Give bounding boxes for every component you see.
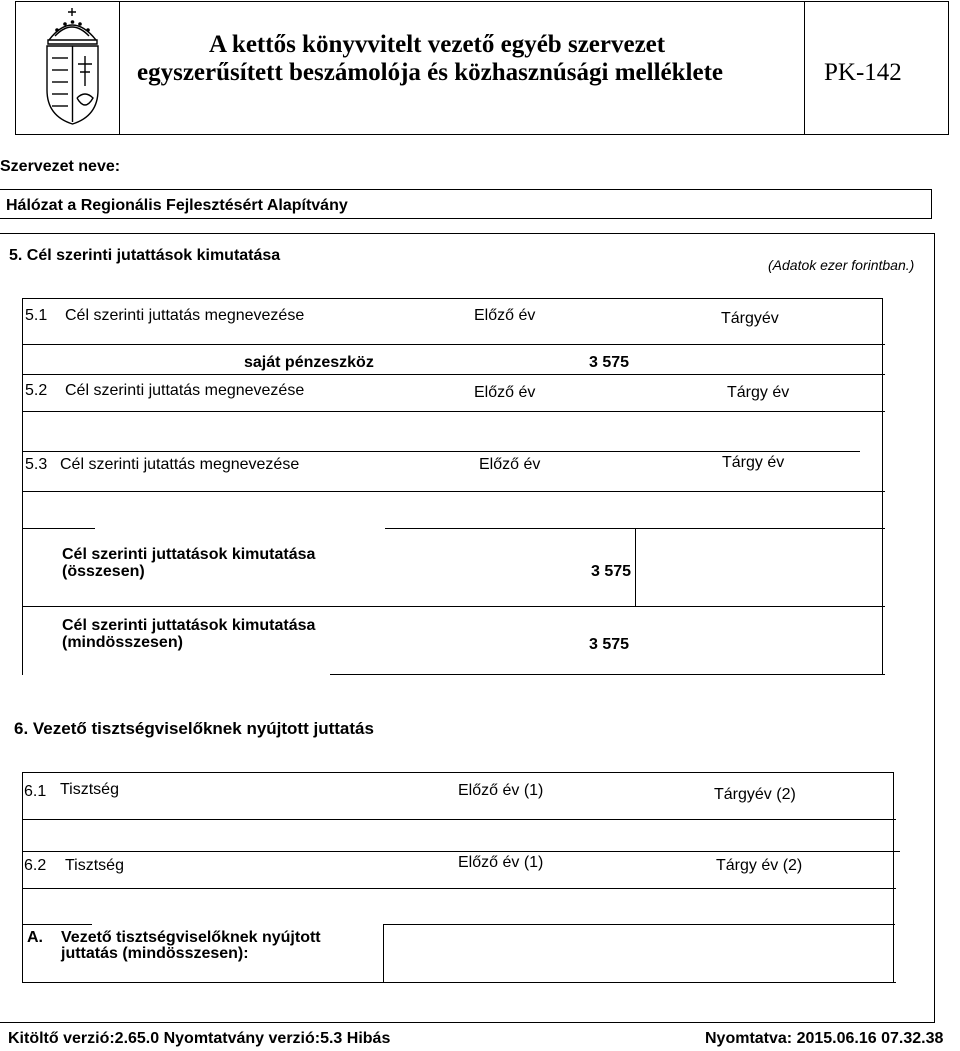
- row-num-6-2: 6.2: [24, 857, 47, 874]
- total-prev-value: 3 575: [591, 563, 632, 580]
- section6-total-letter: A.: [27, 929, 43, 946]
- section6-total-label-line1: Vezető tisztségviselőknek nyújtott: [61, 929, 321, 946]
- organization-name: Hálózat a Regionális Fejlesztésért Alapítvány: [6, 197, 348, 214]
- coat-of-arms-icon: [35, 6, 110, 130]
- unit-note: (Adatok ezer forintban.): [768, 257, 915, 273]
- organization-label: Szervezet neve:: [0, 158, 121, 175]
- curr-year-header-5-2: Tárgy év: [727, 384, 790, 401]
- prev-year-header-6-2: Előző év (1): [458, 854, 544, 871]
- curr-year-header-5-3: Tárgy év: [722, 454, 785, 471]
- grand-total-label-line2: (mindösszesen): [62, 634, 183, 651]
- purpose-name-header-5-2: Cél szerinti juttatás megnevezése: [65, 382, 305, 399]
- row-num-5-2: 5.2: [25, 382, 48, 399]
- curr-year-header-6-1: Tárgyév (2): [714, 786, 796, 803]
- footer-print-date: Nyomtatva: 2015.06.16 07.32.38: [705, 1030, 944, 1047]
- position-header-6-1: Tisztség: [60, 781, 119, 798]
- section6-title: 6. Vezető tisztségviselőknek nyújtott juttatás: [14, 719, 374, 738]
- grant-prev-value-5-1[interactable]: 3 575: [589, 354, 630, 371]
- total-label-line2: (összesen): [62, 563, 145, 580]
- row-num-6-1: 6.1: [24, 783, 47, 800]
- purpose-name-header-5-1: Cél szerinti juttatás megnevezése: [65, 307, 305, 324]
- row-num-5-3: 5.3: [25, 456, 48, 473]
- footer-version-info: Kitöltő verzió:2.65.0 Nyomtatvány verzió:5.3 Hibás: [8, 1030, 391, 1047]
- prev-year-header-5-1: Előző év: [474, 307, 536, 324]
- curr-year-header-6-2: Tárgy év (2): [716, 857, 803, 874]
- form-title-line1: A kettős könyvvitelt vezető egyéb szervezet: [209, 31, 666, 58]
- form-title-line2: egyszerűsített beszámolója és közhasznúsági melléklete: [137, 59, 723, 86]
- purpose-name-header-5-3: Cél szerinti jutattás megnevezése: [60, 456, 300, 473]
- prev-year-header-5-2: Előző év: [474, 384, 536, 401]
- position-header-6-2: Tisztség: [65, 857, 124, 874]
- section5-title: 5. Cél szerinti jutattások kimutatása: [9, 247, 281, 264]
- grant-name-5-1[interactable]: saját pénzeszköz: [244, 354, 374, 371]
- prev-year-header-6-1: Előző év (1): [458, 782, 544, 799]
- prev-year-header-5-3: Előző év: [479, 456, 541, 473]
- grand-total-prev-value: 3 575: [589, 636, 630, 653]
- total-label-line1: Cél szerinti juttatások kimutatása: [62, 546, 316, 563]
- form-code: PK-142: [824, 59, 902, 86]
- grand-total-label-line1: Cél szerinti juttatások kimutatása: [62, 617, 316, 634]
- section6-total-label-line2: juttatás (mindösszesen):: [61, 945, 249, 962]
- curr-year-header-5-1: Tárgyév: [721, 310, 779, 327]
- row-num-5-1: 5.1: [25, 307, 48, 324]
